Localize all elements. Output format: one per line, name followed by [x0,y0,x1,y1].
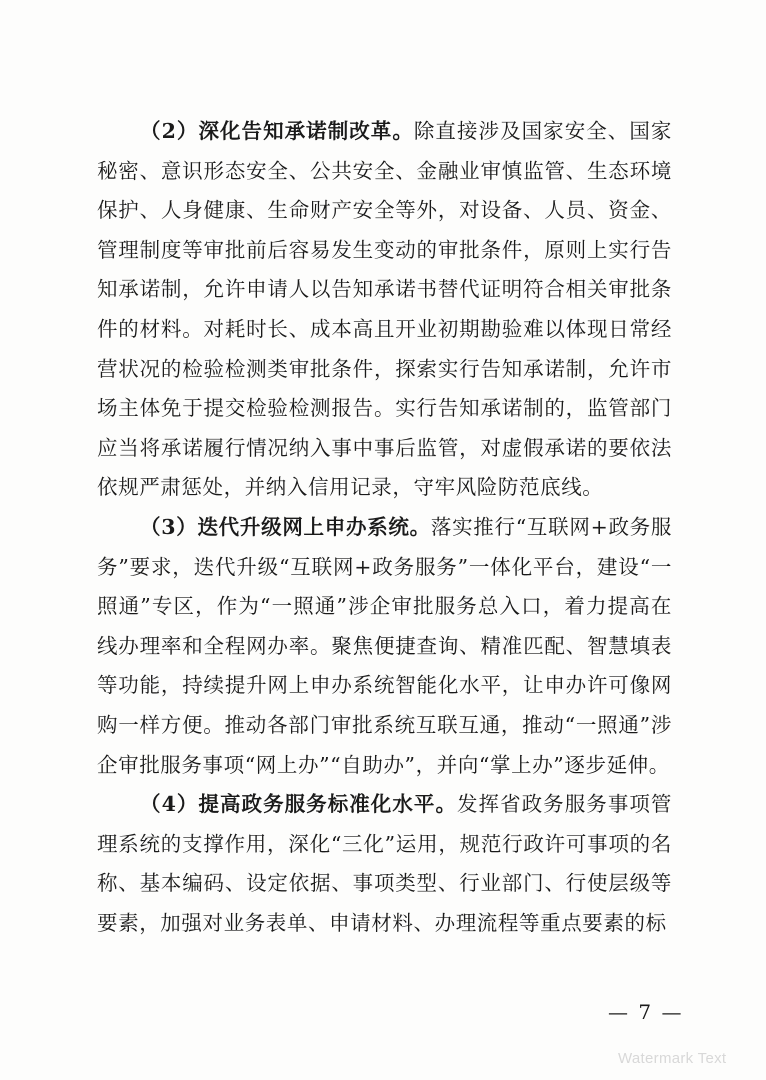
paragraph-3 [97,508,672,785]
paragraph-2 [97,112,672,508]
paragraph-text: 落实推行“互联网+政务服务”要求，迭代升级“互联网+政务服务”一体化平台，建设“一照通”专区，作为“一照通”涉企审批服务总入口，着力提高在线办理率和全程网办率。聚焦便捷查询、精准匹配、智慧填表等功能，持续提升网上申办系统智能化水平，让申办许可像网购一样方便。推动各部门审批系统互联互通，推动“一照通”涉企审批服务事项“网上办”“自助办”，并向“掌上办”逐步延伸。 [97,514,673,777]
paragraph-heading: （3）迭代升级网上申办系统。 [140,514,431,539]
page-number: — 7 — [608,1000,684,1024]
document-body [97,112,672,943]
watermark: Watermark Text [618,1050,727,1067]
paragraph-text: 除直接涉及国家安全、国家秘密、意识形态安全、公共安全、金融业审慎监管、生态环境保护、人身健康、生命财产安全等外，对设备、人员、资金、管理制度等审批前后容易发生变动的审批条件，原则上实行告知承诺制，允许申请人以告知承诺书替代证明符合相关审批条件的材料。对耗时长、成本高且开业初期勘验难以体现日常经营状况的检验检测类审批条件，探索实行告知承诺制，允许市场主体免于提交检验检测报告。实行告知承诺制的，监管部门应当将承诺履行情况纳入事中事后监管，对虚假承诺的要依法依规严肃惩处，并纳入信用记录，守牢风险防范底线。 [97,119,672,500]
paragraph-heading: （4）提高政务服务标准化水平。 [140,792,457,817]
paragraph-heading: （2）深化告知承诺制改革。 [140,119,414,143]
paragraph-text: 发挥省政务服务事项管理系统的支撑作用，深化“三化”运用，规范行政许可事项的名称、基本编码、设定依据、事项类型、行业部门、行使层级等要素，加强对业务表单、申请材料、办理流程等重点要素的标 [97,792,673,935]
paragraph-4 [97,785,672,943]
